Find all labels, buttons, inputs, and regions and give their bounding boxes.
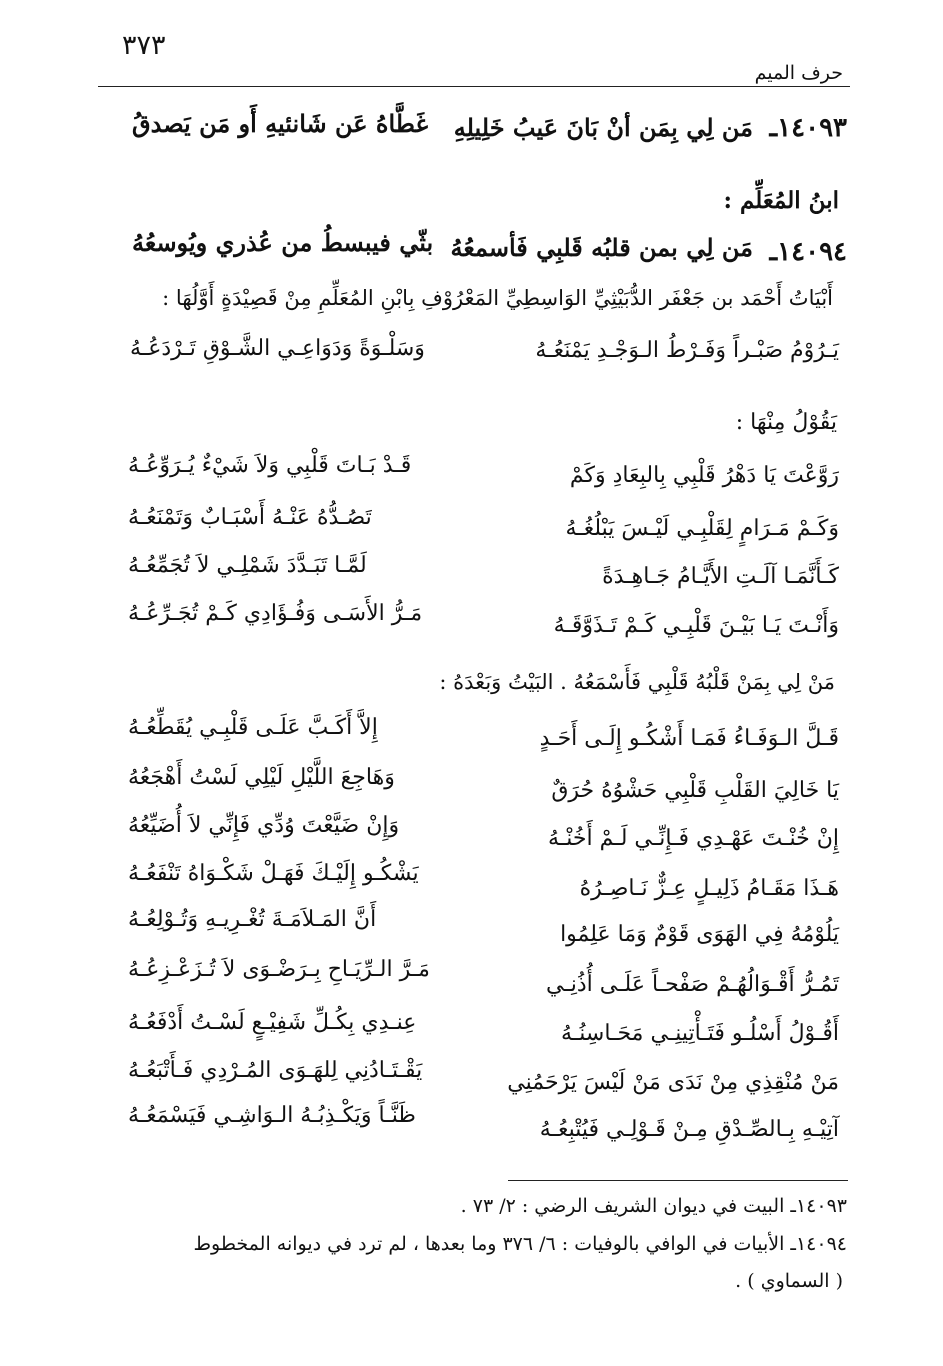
verse-sadr: تَمُـرُّ أَقْـوَالُهُـمْ صَفْحـاً عَلَـى أُذُنِـي <box>545 972 839 997</box>
entry-number: ١٤٠٩٤ـ <box>769 237 847 267</box>
verse-ajz: قَـدْ بَـاتَ قَلْبِي وَلاَ شَيْءٌ يُـرَوِّعُـهُ <box>128 453 412 478</box>
footnote-divider <box>508 1180 848 1181</box>
verse-sadr: آتِيْـهِ بِـالصِّـدْقِ مِـنْ قَـوْلِـي فَيُتْبِعُـهُ <box>539 1117 839 1142</box>
footnote: ١٤٠٩٤ـ الأبيات في الوافي بالوفيات : ٦/ ٣٧٦ وما بعدها ، لم ترد في ديوانه المخطوط <box>193 1233 847 1255</box>
verse-ajz: أَنَّ المَـلاَمَـةَ تُغْـرِيـهِ وَتُـوْلِعُـهُ <box>128 907 377 932</box>
middle-line: مَنْ لِي بِمَنْ قَلْبُهُ قَلْبِي فَأَسْمَعُهُ . البَيْتُ وَبَعْدَهُ : <box>439 670 835 694</box>
intro-line: أَبْيَاتُ أَحْمَد بن جَعْفَر الدُّبَيْثِيِّ الوَاسِطِيِّ المَعْرُوْفِ بِابْنِ المُعَلِّمِ مِنْ قَصِيْدَةٍ أَوَّلُهَا : <box>162 286 833 310</box>
verse-ajz: مَـرُّ الأَسَـى وَفُـؤَادِي كَـمْ تُجَـرِّعُـهُ <box>128 601 423 626</box>
verse-sadr: قَـلَّ الـوَفَـاءُ فَمَـا أَشْكُـو إِلَـى أَحَـدٍ <box>539 726 839 751</box>
footnote-continuation: ( السماوي ) . <box>735 1270 843 1292</box>
verse-ajz: وَإِنْ ضَيَّعْتَ وُدِّي فَإِنِّي لاَ أُضَيِّعُهُ <box>128 813 400 838</box>
verse-sadr: مَن لِي بمن قلبُه قَلبِي فَأسمعُهُ <box>450 233 753 262</box>
verse-sadr: وَأَنْـتَ يَـا بَيْـنَ قَلْبِـي كَـمْ تَـذَوَّقَـهُ <box>553 613 839 638</box>
verse-sadr: يَا خَالِيَ القَلْبِ قَلْبِي حَشْوُهُ حُرَقٌ <box>551 778 839 803</box>
says-from-it: يَقُوْلُ مِنْهَا : <box>735 410 837 435</box>
verse-sadr: وَكَـمْ مَـرَامٍ لِقَلْبِـي لَيْـسَ يَبْلُغُـهُ <box>565 516 839 541</box>
page-number: ٣٧٣ <box>122 30 166 61</box>
footnote: ١٤٠٩٣ـ البيت في ديوان الشريف الرضي : ٢/ ٧٣ . <box>460 1195 847 1217</box>
verse-ajz: وَهَاجِعَ اللَّيْلِ لَيْلِي لَسْتُ أَهْجَعُهُ <box>128 765 395 790</box>
verse-ajz: ظَنَّـاً وَيَكْـذِبُـهُ الـوَاشِـي فَيَسْمَعُـهُ <box>128 1103 416 1128</box>
entry-number: ١٤٠٩٣ـ <box>769 113 847 143</box>
verse-ajz: لَمَّـا تَبَـدَّدَ شَمْلِـي لاَ تُجَمِّعُـهُ <box>128 553 367 578</box>
verse-ajz: وَسَلْـوَةً وَدَوَاعِـي الشَّـوْقِ تَـرْدَعُـهُ <box>130 336 425 361</box>
verse-sadr: يَلُوْمُهُ فِي الهَوَى قَوْمٌ وَمَا عَلِمُوا <box>560 922 839 947</box>
verse-sadr: إِنْ خُنْـتَ عَهْـدِي فَـإِنِّـي لَـمْ أَخُنْـهُ <box>548 826 839 851</box>
verse-ajz: بثّي فيبسطُ من عُذري ويُوسعُهُ <box>132 228 434 257</box>
verse-ajz: مَـرَّ الـرِّيَـاحِ بِـرَضْـوَى لاَ تُـزَعْـزِعُـهُ <box>128 957 430 982</box>
verse-sadr: رَوَّعْتَ يَا دَهْرُ قَلْبِي بِالبِعَادِ وَكَمْ <box>569 463 839 488</box>
verse-sadr: مَنْ مُنْقِذِي مِنْ نَدَى مَنْ لَيْسَ يَرْحَمُنِي <box>507 1070 839 1095</box>
verse-ajz: إِلاَّ أَكَـبَّ عَلَـى قَلْبِـي يُقَطِّعُـهُ <box>128 715 378 740</box>
verse-ajz: يَقْـتَـادُنِي لِلهَـوَى المُـرْدِي فَـأَتْبَعُـهُ <box>128 1058 423 1083</box>
verse-sadr: أَقُـوْلُ أَسْلُـو فَتَـأْتِينِـي مَحَـاسِنُـهُ <box>561 1021 839 1046</box>
verse-sadr: مَن لِي بِمَن أنْ بَانَ عَيبُ خَلِيلِهِ <box>453 113 753 142</box>
verse-ajz: غَطَّاهُ عَن شَانئيهِ أَو مَن يَصدقُ <box>132 109 429 138</box>
verse-sadr: كَـأَنَّمَـا آلَـتِ الأَيَّـامُ جَـاهِـدَةً <box>602 564 839 589</box>
verse-ajz: يَشْكُـو إِلَيْـكَ فَهَـلْ شَكْـوَاهُ تَنْفَعُـهُ <box>128 861 419 886</box>
verse-sadr: هَـذَا مَقَـامُ ذَلِيـلٍ عِـزٌّ نَـاصِـرُهُ <box>579 876 839 901</box>
header-divider <box>98 86 850 87</box>
poet-name: ابنُ المُعَلِّم : <box>723 187 839 214</box>
verse-ajz: عِنـدِي بِكُـلِّ شَفِيْـعٍ لَسْـتُ أَدْفَعُـهُ <box>128 1010 417 1035</box>
verse-ajz: تَصُـدُّهُ عَنْـهُ أَسْبَـابٌ وَتَمْنَعُـهُ <box>128 505 372 530</box>
verse-sadr: يَـرُوْمُ صَبْـراً وَفَـرْطُ الـوَجْـدِ يَمْنَعُـهُ <box>535 338 839 363</box>
chapter-title: حرف الميم <box>754 62 843 84</box>
